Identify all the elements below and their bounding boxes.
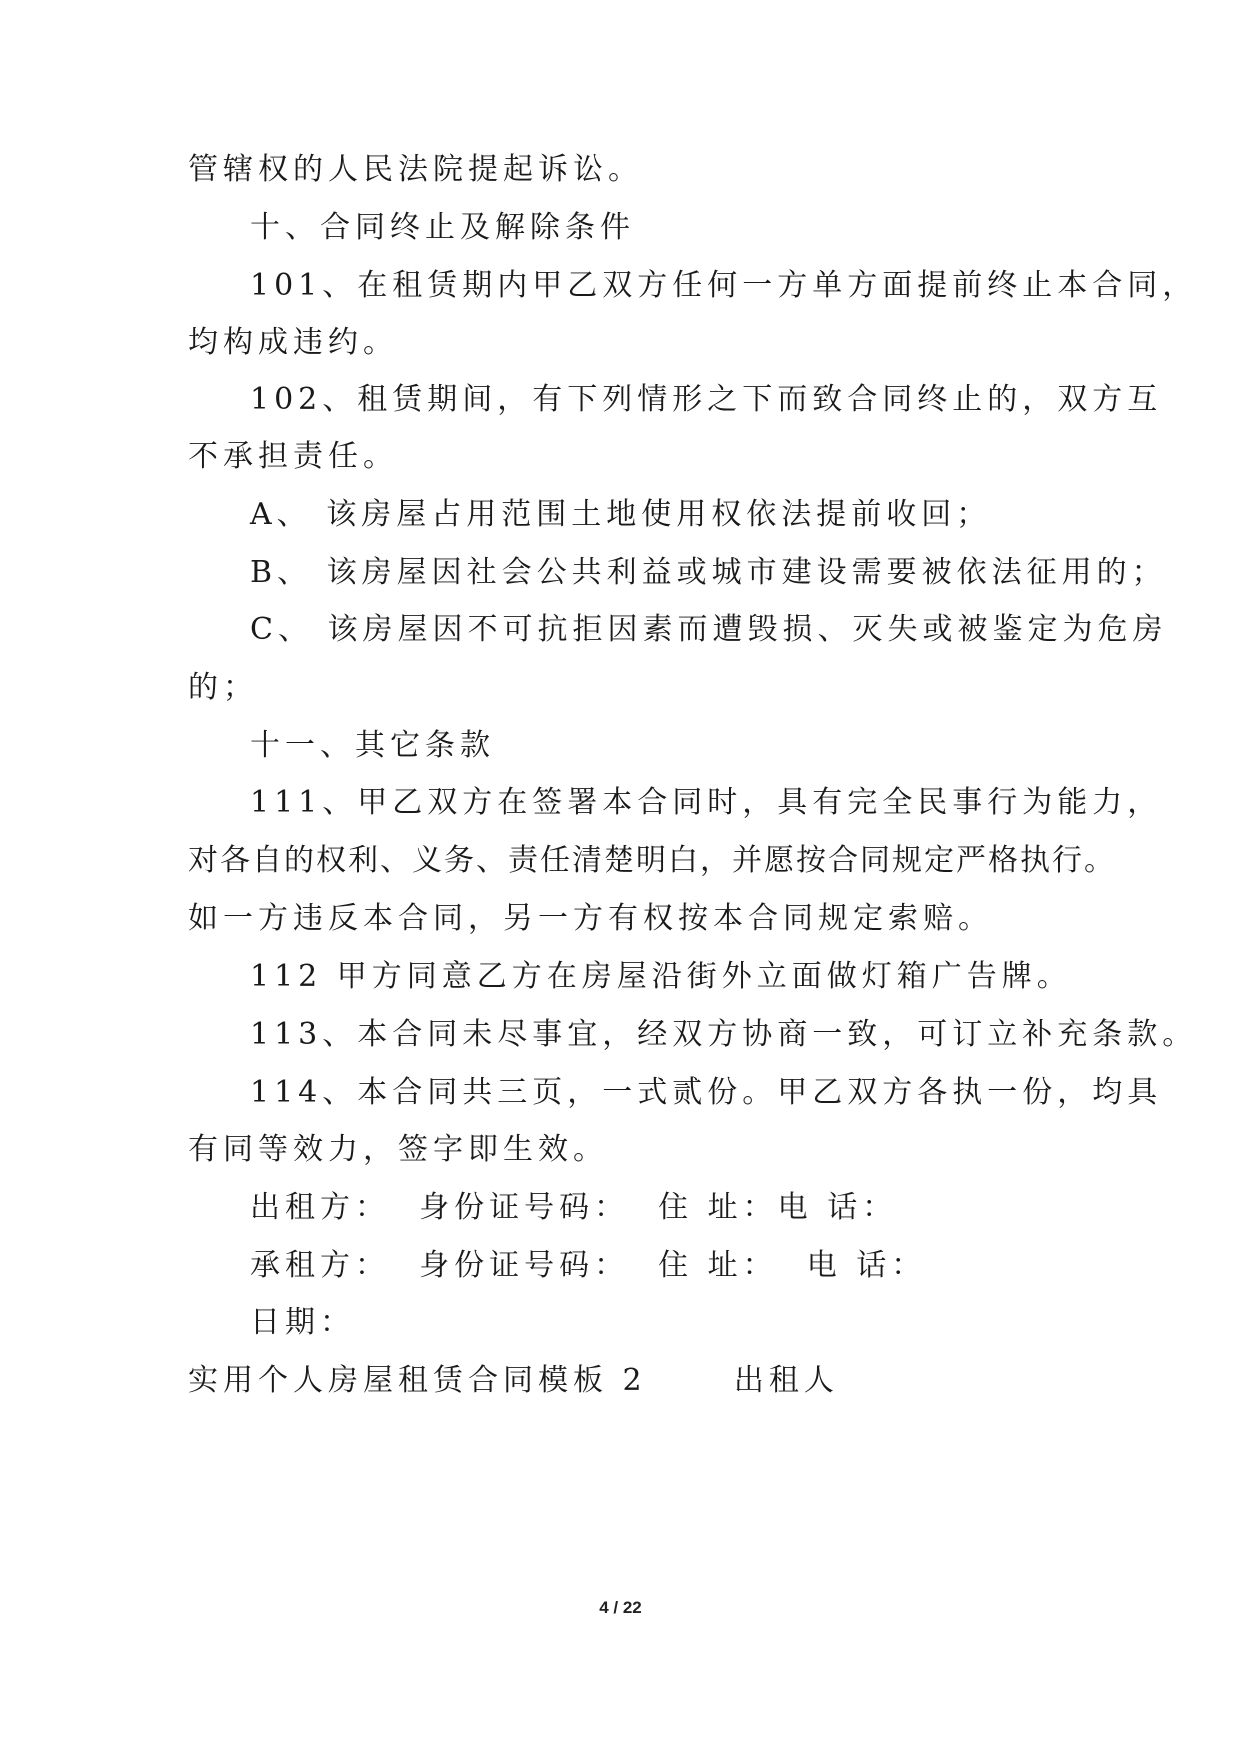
date-line: 日期： <box>250 1305 355 1340</box>
list-item: A、 该房屋占用范围土地使用权依法提前收回； <box>250 497 992 532</box>
text-line: 不承担责任。 <box>188 439 398 474</box>
section-heading: 十、合同终止及解除条件 <box>250 210 635 245</box>
text-line: 管辖权的人民法院提起诉讼。 <box>188 152 643 187</box>
text-line: 均构成违约。 <box>188 325 398 360</box>
list-item: B、 该房屋因社会公共利益或城市建设需要被依法征用的； <box>250 555 1167 590</box>
text-line: 的； <box>188 670 258 705</box>
text-line: 113、本合同未尽事宜，经双方协商一致，可订立补充条款。 <box>250 1017 1198 1052</box>
text-line: 有同等效力，签字即生效。 <box>188 1132 608 1167</box>
text-line: 114、本合同共三页，一式贰份。甲乙双方各执一份，均具 <box>250 1075 1163 1110</box>
text-line: 对各自的权利、义务、责任清楚明白，并愿按合同规定严格执行。 <box>188 843 1116 878</box>
text-line: 111、甲乙双方在签署本合同时，具有完全民事行为能力， <box>250 785 1163 820</box>
signature-line-lessor: 出租方： 身份证号码： 住 址：电 话： <box>250 1190 898 1225</box>
text-line: 102、租赁期间，有下列情形之下而致合同终止的，双方互 <box>250 382 1163 417</box>
signature-line-lessee: 承租方： 身份证号码： 住 址： 电 话： <box>250 1248 927 1283</box>
list-item: C、 该房屋因不可抗拒因素而遭毁损、灭失或被鉴定为危房 <box>250 612 1168 647</box>
text-line: 112 甲方同意乙方在房屋沿街外立面做灯箱广告牌。 <box>250 959 1072 994</box>
section-heading: 十一、其它条款 <box>250 728 495 763</box>
text-line: 如一方违反本合同，另一方有权按本合同规定索赔。 <box>188 901 993 936</box>
text-line: 实用个人房屋租赁合同模板 2 出租人 <box>188 1363 839 1398</box>
text-line: 101、在租赁期内甲乙双方任何一方单方面提前终止本合同， <box>250 268 1198 303</box>
page-number: 4 / 22 <box>599 1598 642 1617</box>
